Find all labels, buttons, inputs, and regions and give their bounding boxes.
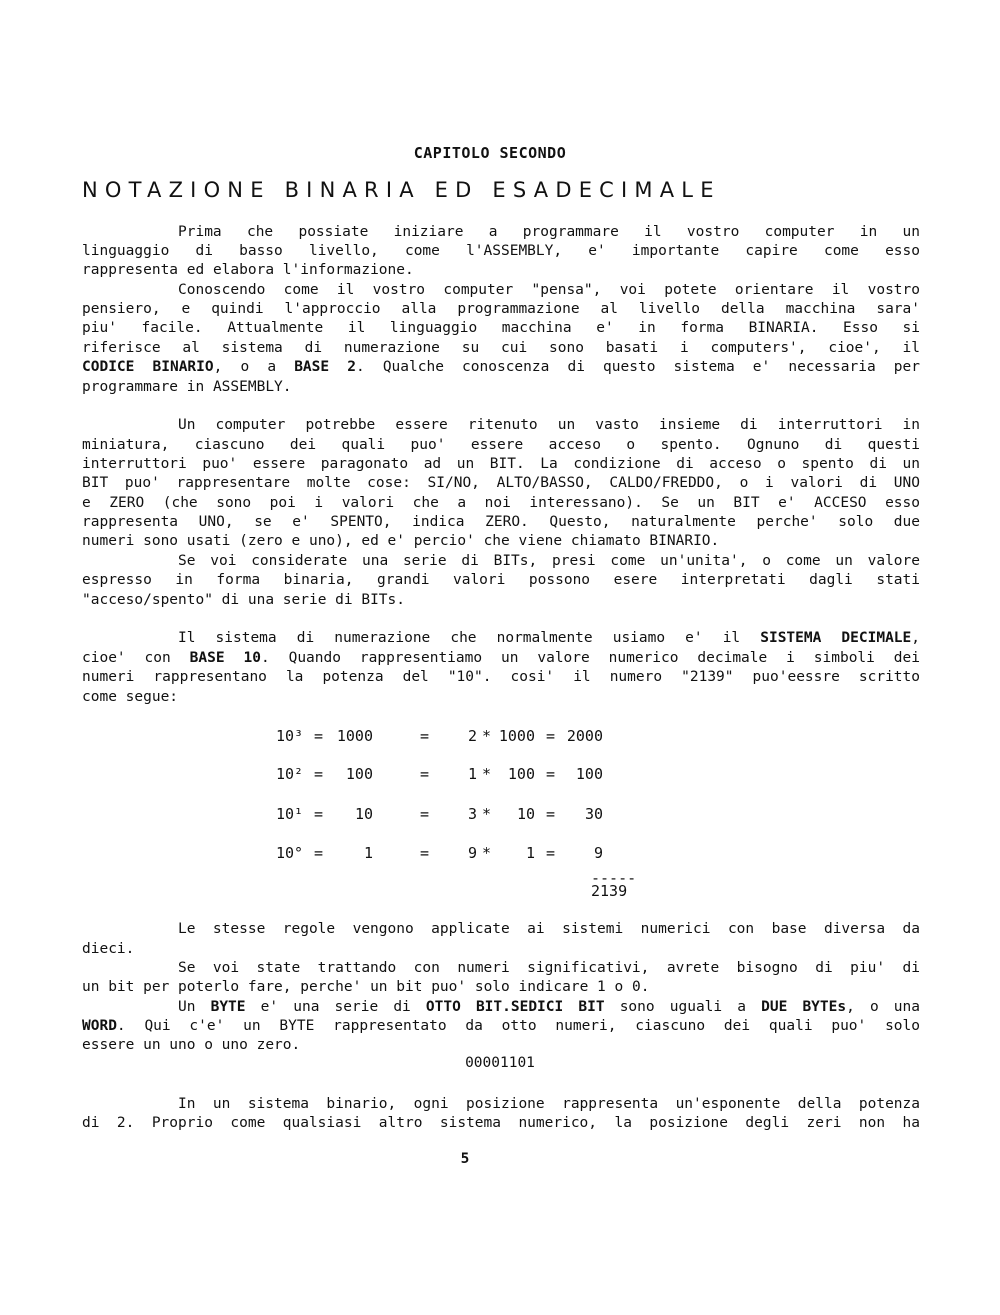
multiply-sign: * bbox=[482, 727, 492, 745]
power-term: 10° bbox=[276, 844, 304, 862]
bold-term: BYTE bbox=[210, 999, 246, 1015]
multiply-sign: * bbox=[482, 805, 492, 823]
power-term: 10² bbox=[276, 765, 304, 783]
power-value: 1000 bbox=[336, 727, 373, 745]
equals-sign: = bbox=[420, 844, 430, 862]
body-line: numeri sono usati (zero e uno), ed e' percio' che viene chiamato BINARIO. bbox=[82, 533, 720, 549]
body-line: interruttori puo' essere paragonato ad un BIT. La condizione di acceso o spento di un bbox=[82, 456, 920, 472]
bold-term: BASE 10 bbox=[189, 650, 261, 666]
equals-sign: = bbox=[314, 805, 324, 823]
body-line: essere un uno o uno zero. bbox=[82, 1037, 301, 1053]
equals-sign: = bbox=[314, 844, 324, 862]
body-line: linguaggio di basso livello, come l'ASSEMBLY, e' importante capire come esso bbox=[82, 243, 920, 259]
equals-sign: = bbox=[420, 727, 430, 745]
equals-sign: = bbox=[314, 765, 324, 783]
body-line: numeri rappresentano la potenza del "10". cosi' il numero "2139" puo'eessre scritto bbox=[82, 669, 920, 685]
body-line: pensiero, e quindi l'approccio alla programmazione al livello della macchina sara' bbox=[82, 301, 920, 317]
body-line: piu' facile. Attualmente il linguaggio macchina e' in forma BINARIA. Esso si bbox=[82, 320, 920, 336]
equals-sign: = bbox=[546, 805, 556, 823]
body-line: Un BYTE e' una serie di OTTO BIT.SEDICI BIT sono uguali a DUE BYTEs, o una bbox=[178, 999, 920, 1015]
chapter-heading: CAPITOLO SECONDO bbox=[413, 144, 567, 162]
body-line: miniatura, ciascuno dei quali puo' essere acceso o spento. Ognuno di questi bbox=[82, 437, 920, 453]
bold-term: SISTEMA DECIMALE bbox=[760, 630, 912, 646]
body-line: cioe' con BASE 10. Quando rappresentiamo un valore numerico decimale i simboli dei bbox=[82, 650, 920, 666]
power-term: 10¹ bbox=[276, 805, 304, 823]
body-line: Se voi state trattando con numeri significativi, avrete bisogno di piu' di bbox=[178, 960, 920, 976]
equals-sign: = bbox=[546, 727, 556, 745]
body-line: rappresenta UNO, se e' SPENTO, indica ZERO. Questo, naturalmente perche' solo due bbox=[82, 514, 920, 530]
multiplier: 100 bbox=[507, 765, 535, 783]
body-line: WORD. Qui c'e' un BYTE rappresentato da otto numeri, ciascuno dei quali puo' solo bbox=[82, 1018, 920, 1034]
bold-term: OTTO BIT.SEDICI BIT bbox=[425, 999, 605, 1015]
product: 2000 bbox=[566, 727, 603, 745]
chapter-title: NOTAZIONE BINARIA ED ESADECIMALE bbox=[82, 178, 721, 202]
power-term: 10³ bbox=[276, 727, 304, 745]
body-line: rappresenta ed elabora l'informazione. bbox=[82, 262, 414, 278]
binary-example: 00001101 bbox=[465, 1055, 535, 1071]
equals-sign: = bbox=[420, 765, 430, 783]
bold-term: WORD bbox=[82, 1018, 117, 1034]
body-line: "acceso/spento" di una serie di BITs. bbox=[82, 592, 406, 608]
digit: 1 bbox=[468, 765, 478, 783]
page-number: 5 bbox=[460, 1151, 470, 1167]
body-line: Conoscendo come il vostro computer "pensa", voi potete orientare il vostro bbox=[178, 282, 920, 298]
multiply-sign: * bbox=[482, 765, 492, 783]
multiply-sign: * bbox=[482, 844, 492, 862]
bold-term: DUE BYTEs bbox=[761, 999, 847, 1015]
equals-sign: = bbox=[314, 727, 324, 745]
equals-sign: = bbox=[546, 844, 556, 862]
body-line: espresso in forma binaria, grandi valori possono esere interpretati dagli stati bbox=[82, 572, 920, 588]
multiplier: 1 bbox=[525, 844, 535, 862]
product: 30 bbox=[584, 805, 603, 823]
body-line: programmare in ASSEMBLY. bbox=[82, 379, 292, 395]
body-line: Le stesse regole vengono applicate ai sistemi numerici con base diversa da bbox=[178, 921, 920, 937]
body-line: BIT puo' rappresentare molte cose: SI/NO, ALTO/BASSO, CALDO/FREDDO, o i valori di UNO bbox=[82, 475, 920, 491]
equals-sign: = bbox=[420, 805, 430, 823]
body-line: Prima che possiate iniziare a programmare il vostro computer in un bbox=[178, 224, 920, 240]
bold-term: CODICE BINARIO bbox=[82, 359, 214, 375]
body-line: come segue: bbox=[82, 689, 179, 705]
bold-term: BASE 2 bbox=[294, 359, 356, 375]
equals-sign: = bbox=[546, 765, 556, 783]
body-line: Il sistema di numerazione che normalmente usiamo e' il SISTEMA DECIMALE, bbox=[178, 630, 920, 646]
product: 100 bbox=[575, 765, 603, 783]
body-line: riferisce al sistema di numerazione su cui sono basati i computers', cioe', il bbox=[82, 340, 920, 356]
body-line: di 2. Proprio come qualsiasi altro sistema numerico, la posizione degli zeri non ha bbox=[82, 1115, 920, 1131]
digit: 2 bbox=[468, 727, 478, 745]
power-value: 100 bbox=[345, 765, 373, 783]
power-value: 1 bbox=[363, 844, 373, 862]
body-line: In un sistema binario, ogni posizione rappresenta un'esponente della potenza bbox=[178, 1096, 920, 1112]
body-line: e ZERO (che sono poi i valori che a noi interessano). Se un BIT e' ACCESO esso bbox=[82, 495, 920, 511]
multiplier: 1000 bbox=[498, 727, 535, 745]
digit: 3 bbox=[468, 805, 478, 823]
body-line: CODICE BINARIO, o a BASE 2. Qualche conoscenza di questo sistema e' necessaria per bbox=[82, 359, 920, 375]
body-line: Se voi considerate una serie di BITs, presi come un'unita', o come un valore bbox=[178, 553, 920, 569]
product: 9 bbox=[593, 844, 603, 862]
sum-rule: ----- bbox=[591, 869, 637, 887]
power-value: 10 bbox=[354, 805, 373, 823]
body-line: Un computer potrebbe essere ritenuto un vasto insieme di interruttori in bbox=[178, 417, 920, 433]
sum-total: 2139 bbox=[591, 882, 628, 900]
multiplier: 10 bbox=[516, 805, 535, 823]
body-line: dieci. bbox=[82, 941, 135, 957]
digit: 9 bbox=[468, 844, 478, 862]
body-line: un bit per poterlo fare, perche' un bit puo' solo indicare 1 o 0. bbox=[82, 979, 650, 995]
